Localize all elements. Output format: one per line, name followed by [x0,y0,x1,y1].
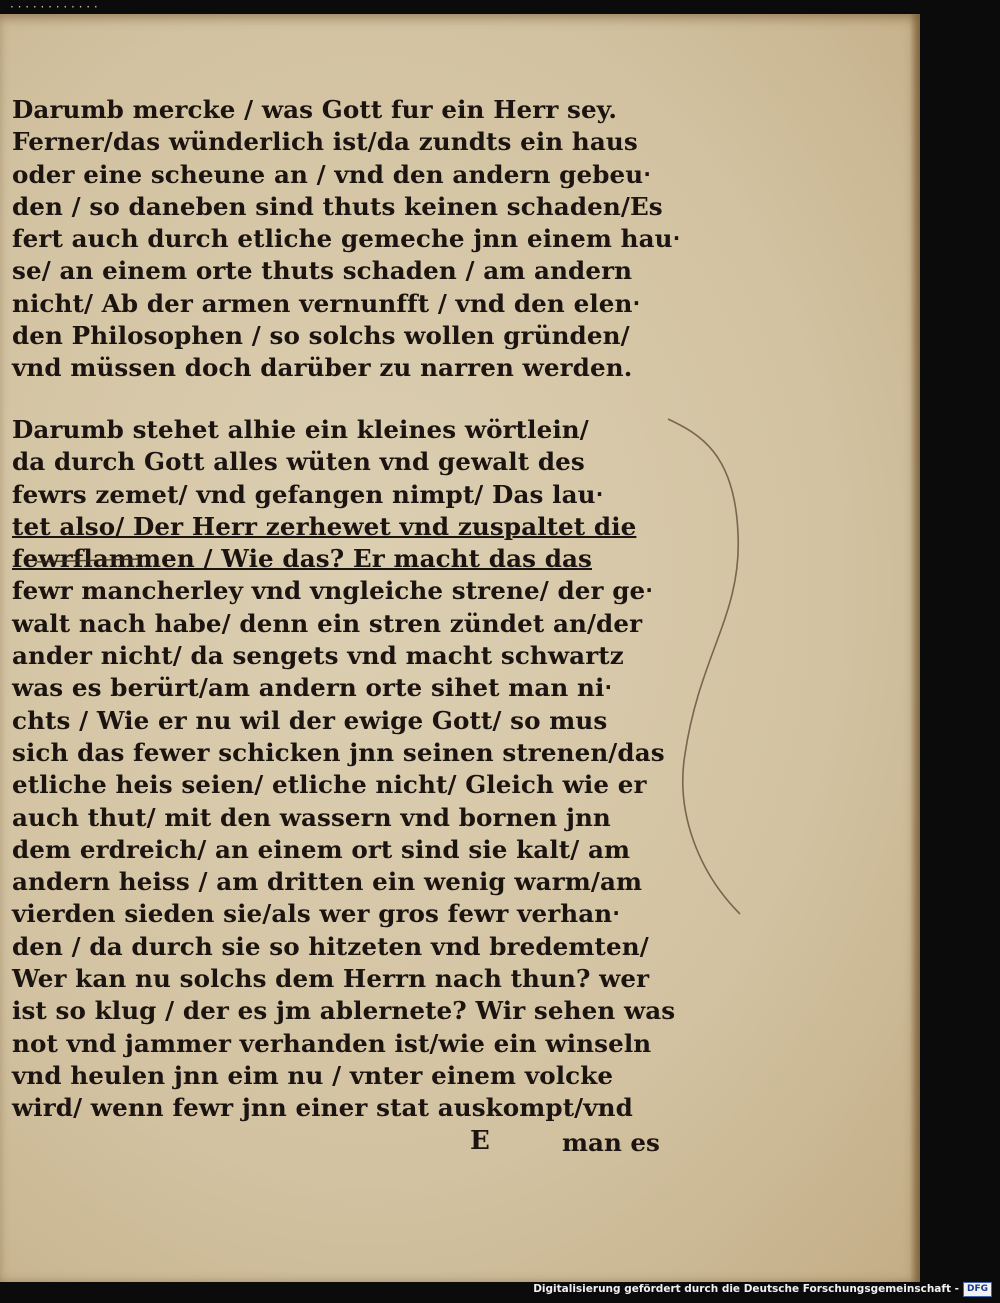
text-line: andern heiss / am dritten ein wenig warm/am [12,867,643,897]
text-line: da durch Gott alles wüten vnd gewalt des [12,447,585,477]
text-line-underlined: fewrflammen / Wie das? Er macht das das [12,544,593,574]
text-line: wird/ wenn fewr jnn einer stat auskompt/vnd [12,1093,633,1123]
text-line: den Philosophen / so solchs wollen gründen/ [12,321,630,351]
footer-credit-text: Digitalisierung gefördert durch die Deutsche Forschungsgemeinschaft - [533,1283,959,1295]
text-line: Ferner/das wünderlich ist/da zundts ein haus [12,127,638,157]
top-bleed-through: · · · · · · · · · · · · [10,0,98,14]
text-line: den / da durch sie so hitzeten vnd bredemten/ [12,931,649,961]
dfg-logo: DFG [963,1282,992,1297]
text-line: Darumb stehet alhie ein kleines wörtlein/ [12,415,589,444]
text-line: sich das fewer schicken jnn seinen strenen/das [12,737,665,767]
text-line: fert auch durch etliche gemeche jnn einem hau‧ [12,224,681,254]
footer-credit [533,1281,992,1297]
page-bottom-line [0,1126,680,1162]
signature-mark: E [470,1126,490,1156]
paragraph-1 [12,94,681,385]
text-line: auch thut/ mit den wassern vnd bornen jnn [12,802,611,832]
text-line: fewr mancherley vnd vngleiche strene/ der ge‧ [12,576,654,606]
text-line: Darumb mercke / was Gott fur ein Herr sey. [12,95,617,124]
text-line: walt nach habe/ denn ein stren zündet an/der [12,608,643,638]
page-edge-shadow [910,14,920,1282]
text-line: den / so daneben sind thuts keinen schaden/Es [12,191,663,221]
text-line: vnd müssen doch darüber zu narren werden. [12,353,633,383]
text-line: dem erdreich/ an einem ort sind sie kalt/ am [12,834,631,864]
paragraph-2 [12,414,676,1125]
text-line: ist so klug / der es jm ablernete? Wir sehen was [12,996,676,1026]
text-line: oder eine scheune an / vnd den andern gebeu‧ [12,159,652,189]
text-line: vierden sieden sie/als wer gros fewr verhan‧ [12,899,621,929]
text-line: nicht/ Ab der armen vernunfft / vnd den elen‧ [12,288,641,318]
text-line: vnd heulen jnn eim nu / vnter einem volcke [12,1060,614,1090]
text-line: Wer kan nu solchs dem Herrn nach thun? wer [12,964,650,994]
text-line-underlined: tet also/ Der Herr zerhewet vnd zuspaltet die [12,511,637,541]
text-line: etliche heis seien/ etliche nicht/ Gleich wie er [12,770,647,800]
text-line: se/ an einem orte thuts schaden / am andern [12,256,633,286]
text-line: ander nicht/ da sengets vnd macht schwartz [12,641,624,671]
book-page [0,14,920,1282]
text-line: fewrs zemet/ vnd gefangen nimpt/ Das lau‧ [12,479,604,509]
text-line: chts / Wie er nu wil der ewige Gott/ so mus [12,705,608,735]
catchword: man es [562,1128,660,1157]
text-line: not vnd jammer verhanden ist/wie ein winseln [12,1028,652,1058]
text-line: was es berürt/am andern orte sihet man ni‧ [12,673,613,703]
